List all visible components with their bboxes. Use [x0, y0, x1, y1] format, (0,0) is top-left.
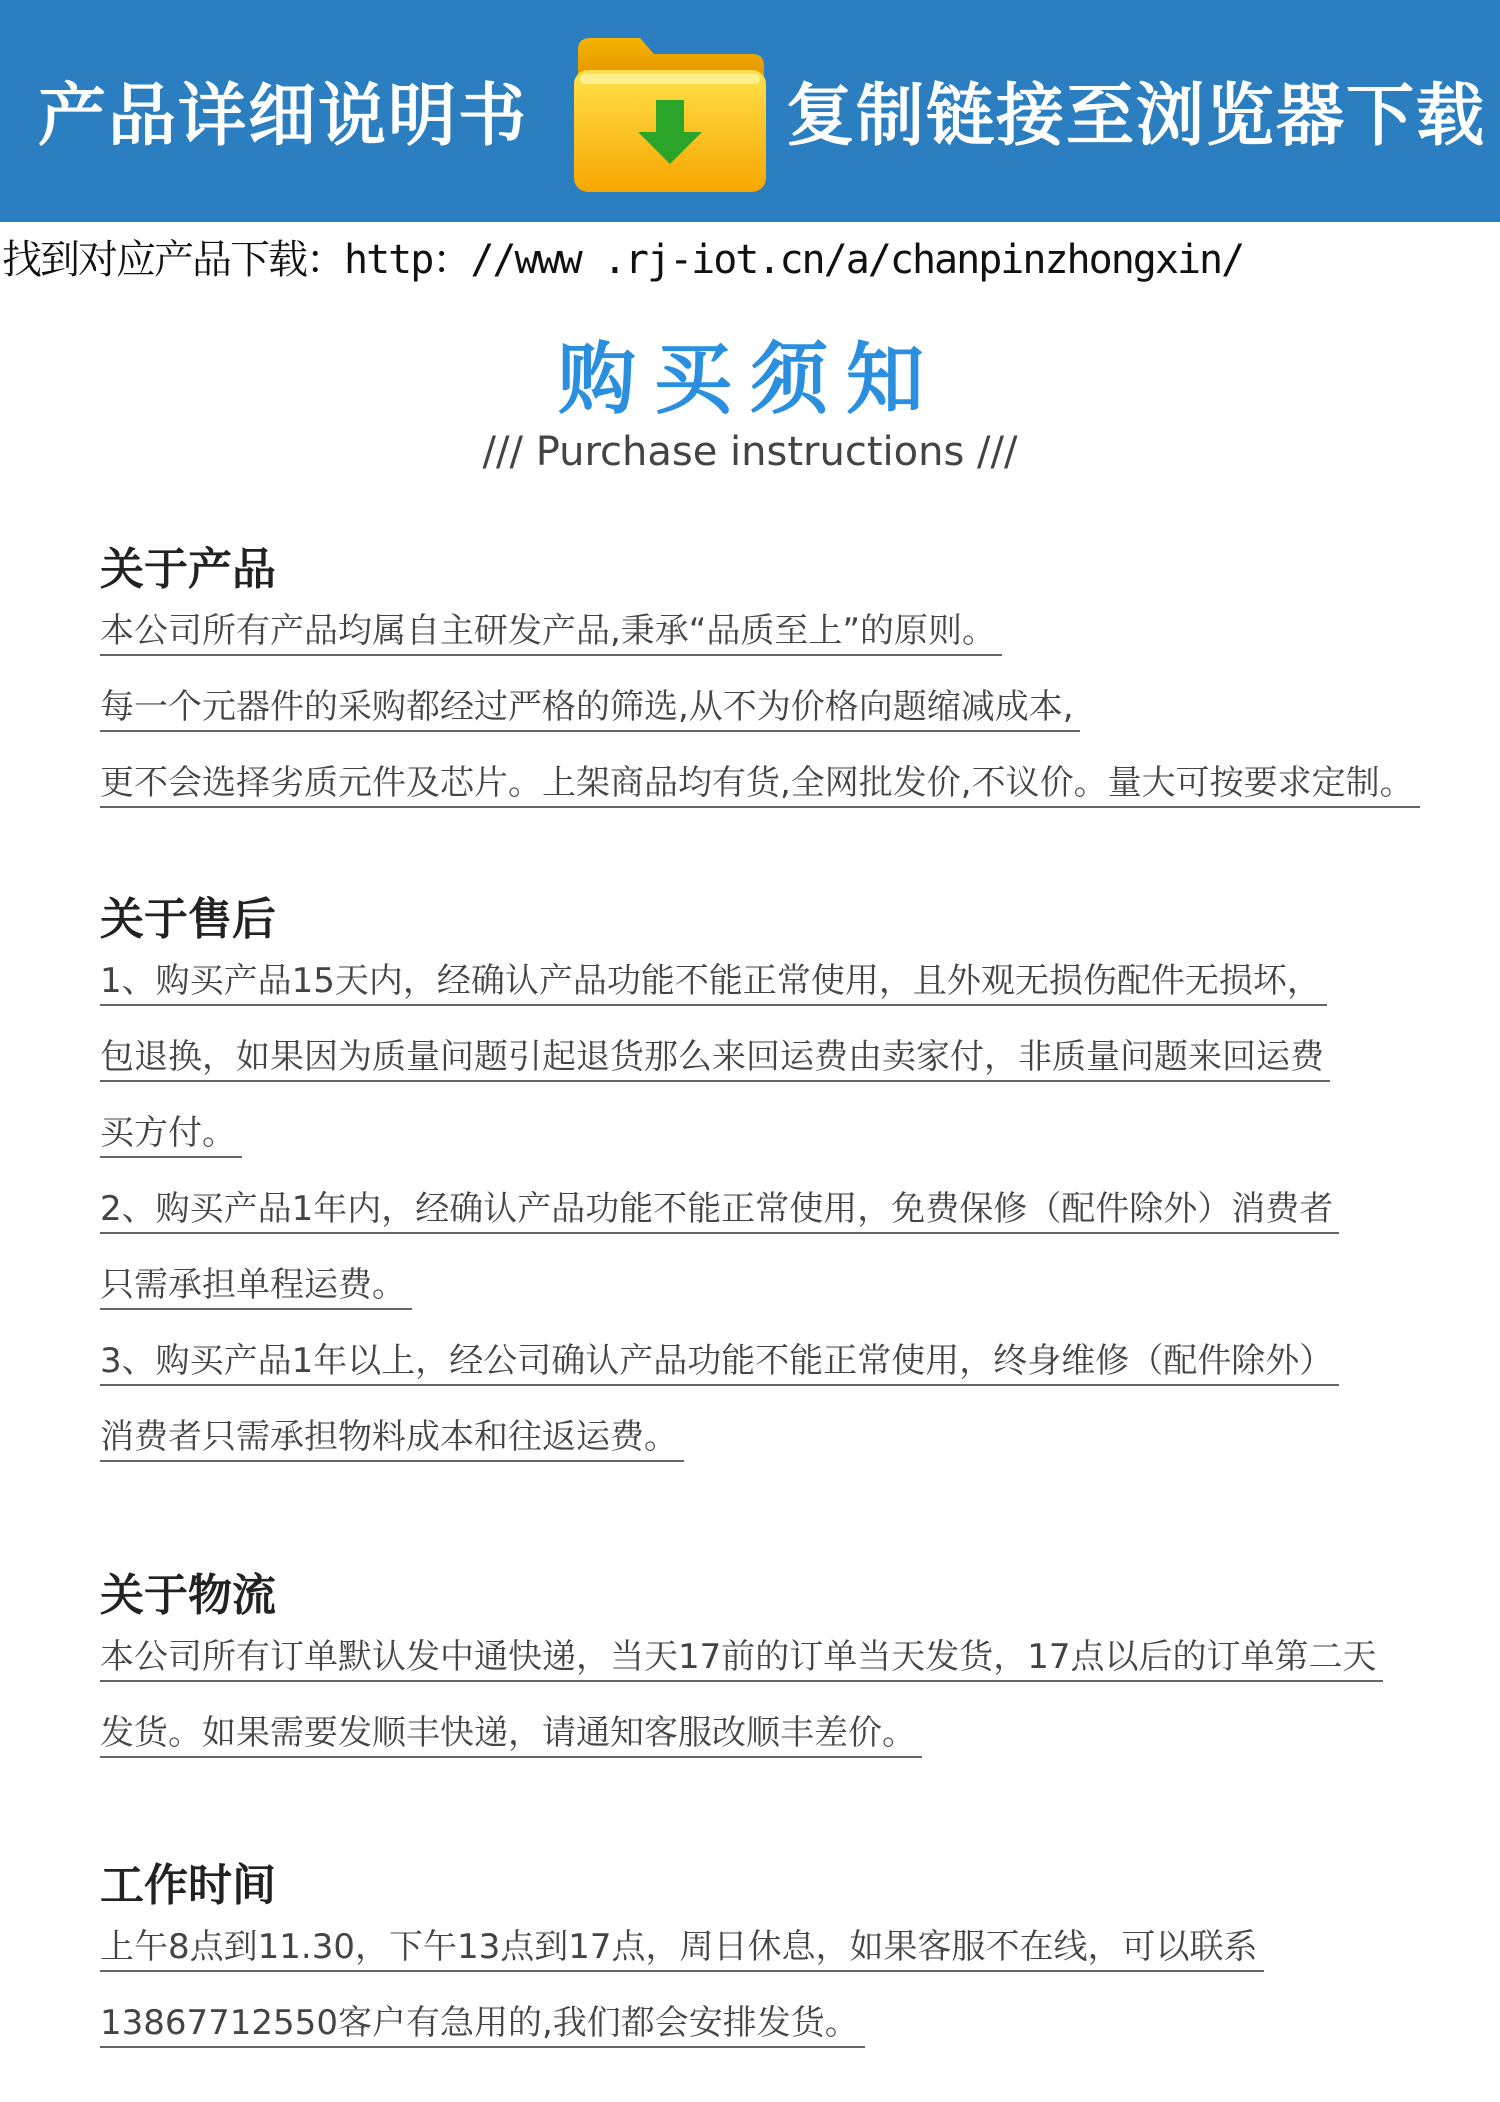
section-heading: 关于售后	[100, 894, 276, 945]
section-aftersales	[100, 890, 1480, 1482]
section-heading: 工作时间	[100, 1860, 276, 1911]
section-line: 1、购买产品15天内，经确认产品功能不能正常使用，且外观无损伤配件无损坏，	[100, 950, 1327, 1006]
section-line: 买方付。	[100, 1102, 242, 1158]
section-line: 2、购买产品1年内，经确认产品功能不能正常使用，免费保修（配件除外）消费者	[100, 1178, 1339, 1234]
section-line: 消费者只需承担物料成本和往返运费。	[100, 1406, 684, 1462]
section-line: 更不会选择劣质元件及芯片。上架商品均有货,全网批发价,不议价。量大可按要求定制。	[100, 752, 1420, 808]
section-line: 发货。如果需要发顺丰快递，请通知客服改顺丰差价。	[100, 1702, 922, 1758]
section-line: 3、购买产品1年以上，经公司确认产品功能不能正常使用，终身维修（配件除外）	[100, 1330, 1339, 1386]
download-folder-icon	[570, 30, 770, 196]
section-line: 上午8点到11.30，下午13点到17点，周日休息，如果客服不在线，可以联系	[100, 1916, 1264, 1972]
section-product	[100, 540, 1480, 828]
section-line: 包退换，如果因为质量问题引起退货那么来回运费由卖家付，非质量问题来回运费	[100, 1026, 1330, 1082]
notice-subtitle: /// Purchase instructions ///	[482, 429, 1018, 475]
section-line: 本公司所有产品均属自主研发产品,秉承“品质至上”的原则。	[100, 600, 1002, 656]
header-banner	[0, 0, 1500, 222]
section-line: 13867712550客户有急用的,我们都会安排发货。	[100, 1992, 865, 2048]
banner-left-text: 产品详细说明书	[38, 77, 529, 156]
download-link-text[interactable]: 找到对应产品下载：http：//www .rj-iot.cn/a/chanpinzhongxin/	[2, 237, 1244, 283]
notice-title: 购买须知	[557, 335, 942, 425]
section-hours	[100, 1856, 1480, 2068]
banner-right-text: 复制链接至浏览器下载	[786, 77, 1487, 156]
section-heading: 关于物流	[100, 1570, 276, 1621]
section-line: 每一个元器件的采购都经过严格的筛选,从不为价格向题缩减成本,	[100, 676, 1080, 732]
section-line: 只需承担单程运费。	[100, 1254, 412, 1310]
section-logistics	[100, 1566, 1480, 1778]
section-heading: 关于产品	[100, 544, 276, 595]
section-line: 本公司所有订单默认发中通快递，当天17前的订单当天发货，17点以后的订单第二天	[100, 1626, 1383, 1682]
